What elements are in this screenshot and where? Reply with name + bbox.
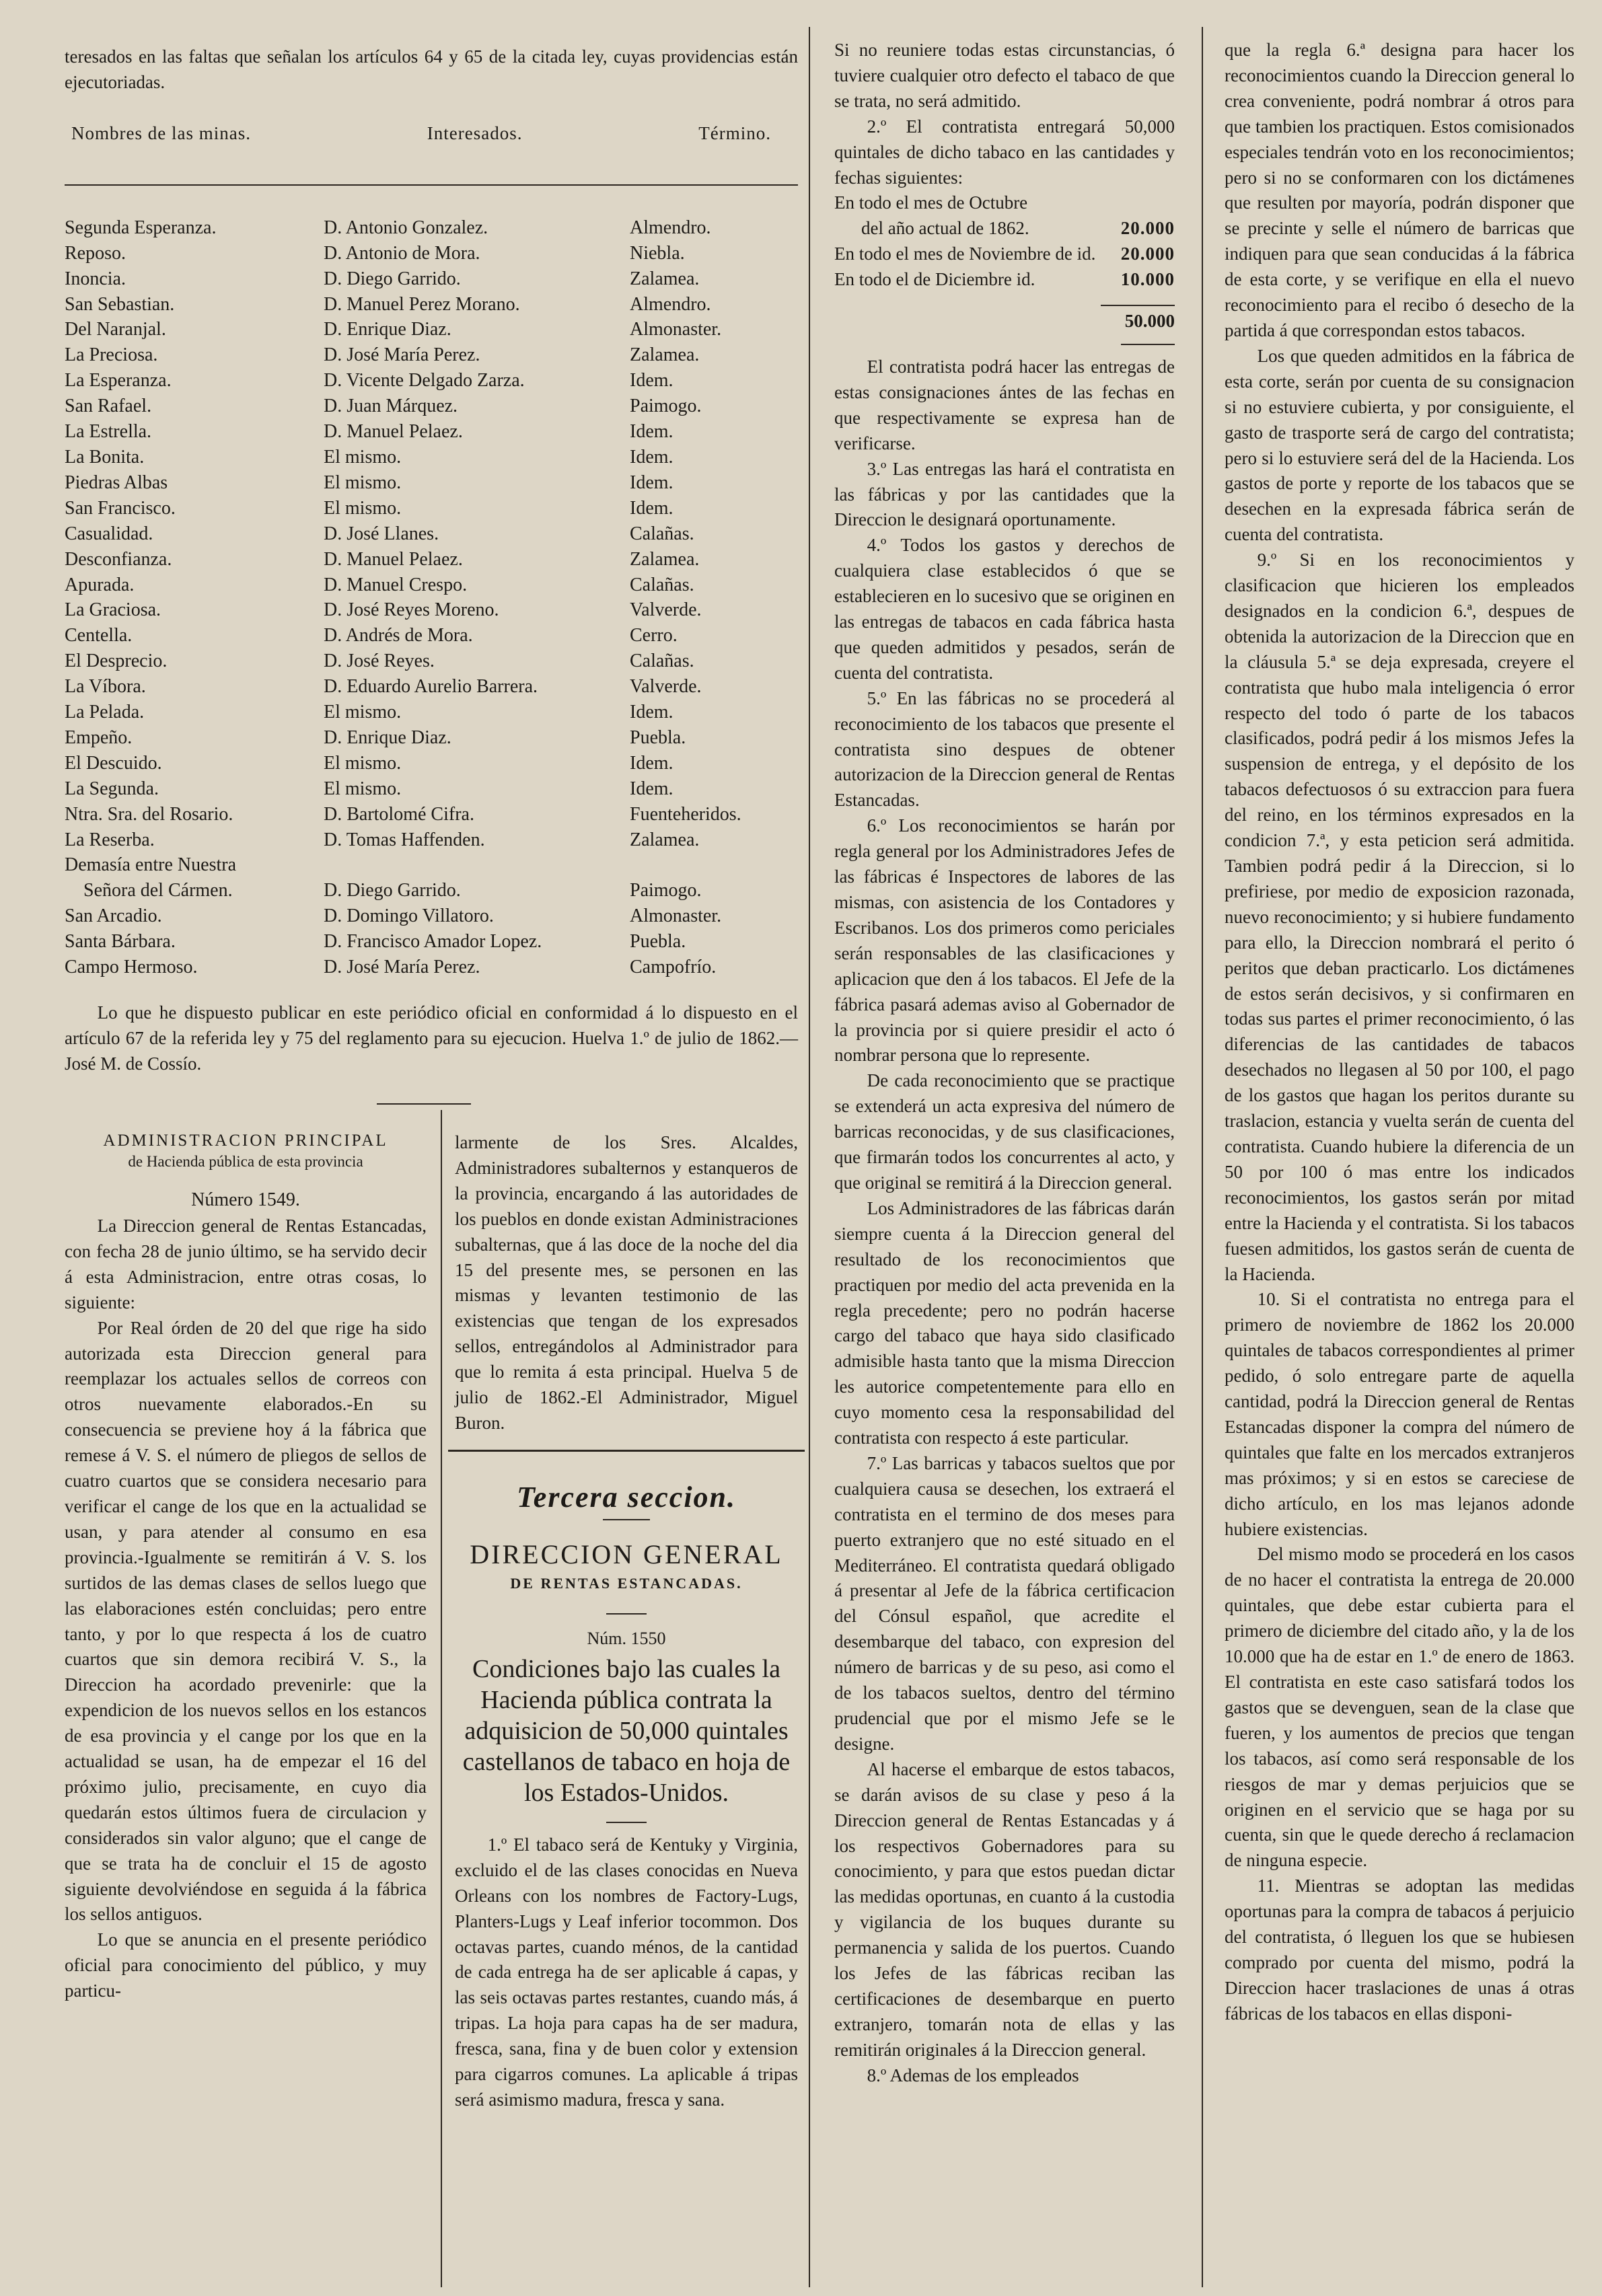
mine-name: La Reserba. [65, 829, 155, 850]
table-row [65, 547, 798, 572]
table-row [65, 751, 798, 776]
term: Paimogo. [630, 396, 702, 417]
column-1 [65, 44, 798, 1077]
interested [324, 852, 630, 878]
term: Zalamea. [630, 344, 700, 366]
table-row [65, 903, 798, 929]
table-row [65, 802, 798, 827]
interested: D. Enrique Diaz. [324, 319, 451, 340]
section-title: Tercera seccion. [516, 1480, 737, 1514]
mines-table [65, 215, 798, 980]
col4-paragraph: 10. Si el contratista no entrega para el primero de noviembre de 1862 los 20.000 quintales de tabacos correspondientes al primer pedido, ó solo entregare parte de aquella cantidad, podrá la Direccion general de Rentas Estancadas disponer la compra del número de quintales que falte en los mercados extranjeros mas próximos; y si en estos se careciese de dicho artículo, en los mas lejanos adonde hubiere existencias. [1225, 1289, 1574, 1539]
admin-subtitle: de Hacienda pública de esta provincia [128, 1153, 363, 1170]
mine-name: Señora del Cármen. [83, 880, 233, 901]
interested: D. Vicente Delgado Zarza. [324, 370, 525, 392]
interested: D. José María Perez. [324, 957, 480, 978]
mine-name: El Desprecio. [65, 651, 168, 672]
column-rule-right [1202, 27, 1203, 2287]
table-rule [65, 184, 798, 186]
table-row [65, 572, 798, 598]
mine-name: Centella. [65, 625, 133, 646]
term [630, 852, 798, 878]
column-3 [834, 38, 1175, 2089]
column-rule-middle [809, 27, 810, 2287]
table-row [65, 292, 798, 318]
interested: D. Andrés de Mora. [324, 625, 473, 646]
table-row [65, 929, 798, 955]
admin-para-3: Lo que se anuncia en el presente periódico oficial para conocimiento del público, y muy particu- [65, 1929, 427, 2001]
term: Calañas. [630, 523, 694, 544]
term: Almendro. [630, 293, 711, 315]
interested: El mismo. [324, 778, 402, 799]
dg-rule [606, 1613, 647, 1615]
term: Puebla. [630, 931, 686, 953]
mines-closing: Lo que he dispuesto publicar en este periódico oficial en conformidad á lo dispuesto en el artículo 67 de la referida ley y 75 del reglamento para su ejecucion. Huelva 1.º de julio de 1862.—José M. de Cossío. [65, 1002, 798, 1074]
mine-name: La Pelada. [65, 702, 145, 723]
section-title-rule [603, 1519, 650, 1520]
mines-table-header [65, 120, 798, 147]
table-row [65, 317, 798, 342]
column-rule-left-lower [441, 1110, 442, 2287]
interested: El mismo. [324, 497, 402, 519]
term: Almonaster. [630, 319, 722, 340]
schedule-row: En todo el mes de Noviembre de id. 20.000 [834, 244, 1175, 264]
admin-title: ADMINISTRACION PRINCIPAL [103, 1132, 388, 1150]
table-row [65, 623, 798, 649]
mines-intro: teresados en las faltas que señalan los artículos 64 y 65 de la citada ley, cuyas providencias están ejecutoriadas. [65, 46, 798, 92]
table-row [65, 776, 798, 802]
interested: D. Antonio de Mora. [324, 242, 480, 264]
col3-para-2: 2.º El contratista entregará 50,000 quintales de dicho tabaco en las cantidades y fechas siguientes: [834, 116, 1175, 188]
term: Paimogo. [630, 880, 702, 901]
interested: D. Enrique Diaz. [324, 727, 451, 748]
col4-paragraph: 9.º Si en los reconocimientos y clasificacion que hicieren los empleados designados en la condicion 6.ª, despues de obtenida la autorizacion de la Direccion que en la cláusula 5.ª se deja expresada, creyere el contratista que hubo mala inteligencia ó error respecto del todo ó parte de los tabacos clasificados, podrá pedir á los mismos Jefes la suspension de entrega, y el depósito de los tabacos defectuosos ó su extraccion para fuera del reino, en los términos expresados en la condicion 7.ª, y esta peticion será admitida. Tambien podrá pedir á la Direccion, si lo prefiriese, por medio de exposicion razonada, nuevo reconocimiento; y si hubiere fundamento para ello, la Direccion nombrará el perito ó peritos que deban practicarlo. Los dictámenes de estos serán decisivos, y si confirmaren en todas sus partes el primer reconocimiento, ó las diferencias de las cantidades de tabacos desechados no llegasen al 50 por 100, el pago de los gastos que hagan los peritos durante su traslacion, estancia y vuelta serán de cuenta del contratista. Cuando hubiere la diferencia de un 50 por 100 ó mas entre los indicados reconocimientos, los gastos serán por mitad entre la Hacienda y el contratista. Si los tabacos fuesen admitidos, los gastos serán de cuenta de la Hacienda. [1225, 550, 1574, 1284]
interested: D. Manuel Pelaez. [324, 421, 463, 443]
column-4 [1225, 38, 1574, 2027]
delivery-schedule [834, 190, 1175, 334]
interested: D. Diego Garrido. [324, 268, 461, 289]
schedule-total: 50.000 [1124, 311, 1175, 332]
mine-name: La Estrella. [65, 421, 152, 443]
term: Idem. [630, 421, 673, 443]
interested: D. Manuel Perez Morano. [324, 293, 520, 315]
term: Fuenteheridos. [630, 803, 741, 825]
interested: D. Manuel Crespo. [324, 574, 468, 595]
term: Puebla. [630, 727, 686, 748]
header-mines: Nombres de las minas. [71, 122, 251, 143]
table-row [65, 266, 798, 292]
mine-name: San Francisco. [65, 497, 176, 519]
col4-paragraph: Del mismo modo se procederá en los casos de no hacer el contratista la entrega de 20.000 quintales, que debe estar cubierta para el primero de diciembre del citado año, y la de los 10.000 que ha de estar en 1.º de enero de 1863. El contratista en este caso satisfará todos los gastos que se devenguen, sean de la clase que fueren, y los aumentos de precios que tengan los tabacos, así como será responsable de los riesgos de mar y demas perjuicios que se originen en el servicio que se haga por su cuenta, sin que le quede derecho á reclamacion de ninguna especie. [1225, 1544, 1574, 1871]
term: Idem. [630, 370, 673, 392]
table-row [65, 470, 798, 496]
term: Idem. [630, 778, 673, 799]
interested: D. Domingo Villatoro. [324, 905, 494, 927]
table-row [65, 445, 798, 470]
table-row [65, 878, 798, 903]
term: Valverde. [630, 676, 702, 698]
admin-continuation: larmente de los Sres. Alcaldes, Administradores subalternos y estanqueros de la provincia, encargando á las autoridades de los pueblos en donde existan Administraciones subalternas, que á las doce de la noche del dia 15 del presente mes, se personen en las mismas y levanten testimonio de las existencias que tengan de los expresados sellos, entregándolos al Administrador para que lo remita á esta principal. Huelva 5 de julio de 1862.-El Administrador, Miguel Buron. [455, 1132, 798, 1433]
interested: El mismo. [324, 446, 402, 468]
admin-para-2: Por Real órden de 20 del que rige ha sido autorizada esta Direccion general para reemplazar los actuales sellos de correos con otros nuevamente elaborados.-En su consecuencia se previene hoy á la fábrica que remese á V. S. el número de pliegos de sellos de cuatro cuartos que se considera necesario para verificar el cange de los que en la actualidad se usan, y para atender al consumo en esa provincia.-Igualmente se remitirán á V. S. los surtidos de las demas clases de sellos luego que las elaboraciones estén concluidas; pero entre tanto, y por lo que respecta á los de cuatro cuartos que sin demora recibirá V. S., la Direccion ha acordado prevenirle: que la expendicion de los nuevos sellos en los estancos de esa provincia y el cange por los que en la actualidad se usan, ha de empezar el 16 del próximo julio, precisamente, en cuyo dia quedarán estos últimos fuera de circulacion y considerados sin valor alguno; que el cange de que se trata ha de concluir el 15 de agosto siguiente devolviéndose en seguida á la fábrica los sellos antiguos. [65, 1317, 427, 1925]
term: Calañas. [630, 651, 694, 672]
interested: El mismo. [324, 702, 402, 723]
col3-paragraph: De cada reconocimiento que se practique se extenderá un acta expresiva del número de barricas reconocidas, y de sus clasificaciones, que firmarán todos los concurrentes al acto, y que original se remitirá á la Direccion general. [834, 1070, 1175, 1193]
table-row [65, 852, 798, 878]
interested: D. Juan Márquez. [324, 396, 458, 417]
interested: El mismo. [324, 472, 402, 493]
col4-paragraph: 11. Mientras se adoptan las medidas oportunas para la compra de tabacos á perjuicio del contratista, ó lleguen los que se hubiesen comprado por cuenta del mismo, podrá la Direccion hacer traslaciones de unas á otras fábricas de los tabacos en ellas disponi- [1225, 1876, 1574, 2024]
column-2 [455, 1130, 798, 2113]
interested: El mismo. [324, 752, 402, 774]
mine-name: La Esperanza. [65, 370, 172, 392]
mine-name: Del Naranjal. [65, 319, 166, 340]
col3-para-1: Si no reuniere todas estas circunstancias, ó tuviere cualquier otro defecto el tabaco de que se trata, no será admitido. [834, 40, 1175, 111]
conditions-rule [606, 1822, 647, 1823]
admin-para-1: La Direccion general de Rentas Estancadas, con fecha 28 de junio último, se ha servido decir á esta Administracion, entre otras cosas, lo siguiente: [65, 1216, 427, 1312]
table-row [65, 394, 798, 419]
mine-name: Santa Bárbara. [65, 931, 176, 953]
mine-name: San Rafael. [65, 396, 152, 417]
table-row [65, 725, 798, 751]
term: Idem. [630, 497, 673, 519]
col3-paragraph: 5.º En las fábricas no se procederá al reconocimiento de los tabacos que presente el contratista sino despues de obtener autorizacion de la Direccion general de Rentas Estancadas. [834, 688, 1175, 811]
mine-name: Inoncia. [65, 268, 126, 289]
mine-name: Empeño. [65, 727, 133, 748]
mine-name: La Víbora. [65, 676, 146, 698]
dg-subtitle: DE RENTAS ESTANCADAS. [510, 1574, 743, 1592]
interested: D. Diego Garrido. [324, 880, 461, 901]
mine-name: Piedras Albas [65, 472, 168, 493]
schedule-rule-2 [1121, 344, 1175, 345]
mine-name: Casualidad. [65, 523, 153, 544]
interested: D. Eduardo Aurelio Barrera. [324, 676, 538, 698]
table-row [65, 674, 798, 700]
schedule-row: En todo el de Diciembre id. 10.000 [834, 269, 1175, 290]
mine-name: La Segunda. [65, 778, 159, 799]
conditions-title: Condiciones bajo las cuales la Hacienda pública contrata la adquisicion de 50,000 quintales castellanos de tabaco en hoja de los Estados-Unidos. [462, 1654, 791, 1807]
interested: D. Francisco Amador Lopez. [324, 931, 542, 953]
term: Cerro. [630, 625, 678, 646]
mine-name: La Bonita. [65, 446, 145, 468]
col4-paragraph: que la regla 6.ª designa para hacer los reconocimientos cuando la Direccion general lo crea conveniente, podrá nombrar á otros para que tambien los practiquen. Estos comisionados especiales tendrán voto en los reconocimientos; pero si no se conformaren con los dictámenes que resulten por mayoría, podrán disponer que se precinte y selle el número de barricas que indiquen para que sean conducidas á la fábrica de esta corte, y se verifique en ella el nuevo reconocimiento para el recibo ó desecho de la partida á que correspondan estos tabacos. [1225, 40, 1574, 340]
term: Almendro. [630, 217, 711, 238]
mine-name: Segunda Esperanza. [65, 217, 217, 238]
mine-name: Demasía entre Nuestra [65, 854, 236, 876]
table-row [65, 496, 798, 521]
term: Almonaster. [630, 905, 722, 927]
term: Idem. [630, 702, 673, 723]
section-rule [448, 1450, 805, 1452]
interested: D. Manuel Pelaez. [324, 548, 463, 570]
mine-name: Ntra. Sra. del Rosario. [65, 803, 233, 825]
decree-number: Núm. 1550 [587, 1628, 666, 1648]
table-row [65, 342, 798, 368]
term: Valverde. [630, 599, 702, 621]
col3-paragraph: 6.º Los reconocimientos se harán por regla general por los Administradores Jefes de las fábricas é Inspectores de labores de las mismas, con asistencia de los Contadores y Escribanos. Los dos primeros como periciales serán responsables de las clasificaciones y aplicacion que den á los tabacos. El Jefe de la fábrica pasará ademas aviso al Gobernador de la provincia por si quiere presidir el acto ó nombrar persona que lo represente. [834, 815, 1175, 1066]
interested: D. José Reyes Moreno. [324, 599, 499, 621]
schedule-row: En todo el mes de Octubre [834, 192, 1028, 213]
table-row [65, 419, 798, 445]
term: Niebla. [630, 242, 685, 264]
term: Campofrío. [630, 957, 717, 978]
table-row [65, 241, 798, 266]
col3-paragraph: Al hacerse el embarque de estos tabacos, se darán avisos de su clase y peso á la Direccion general de Rentas Estancadas y á los respectivos Gobernadores para su conocimiento, y para que estos puedan dictar las medidas oportunas, en cuanto á la custodia y vigilancia de los buques durante su permanencia y salida de los puertos. Cuando los Jefes de las fábricas reciban las certificaciones de desembarque en puerto extranjero, tomarán nota de ellas y las remitirán originales á la Direccion general. [834, 1758, 1175, 2060]
table-row [65, 597, 798, 623]
table-row [65, 368, 798, 394]
interested: D. José María Perez. [324, 344, 480, 366]
mine-name: Reposo. [65, 242, 126, 264]
interested: D. José Llanes. [324, 523, 439, 544]
mine-name: San Arcadio. [65, 905, 162, 927]
mine-name: Campo Hermoso. [65, 957, 198, 978]
condition-1: 1.º El tabaco será de Kentuky y Virginia, excluido el de las clases conocidas en Nueva Orleans con los nombres de Factory-Lugs, Planters-Lugs y Leaf inferior tocommon. Dos octavas partes, cuando ménos, de la cantidad de cada entrega ha de ser aplicable á capas, y las seis octavas partes restantes, cuando más, á tripas. La hoja para capas ha de ser madura, fresca, sana, fina y de buen color y extension para cigarros comunes. La aplicable á tripas será asimismo madura, fresca y sana. [455, 1834, 798, 2110]
col3-paragraph: 4.º Todos los gastos y derechos de cualquiera clase establecidos ó que se establecieren en lo sucesivo que se originen en las entregas de tabacos en cada fábrica hasta que queden admitidos y pesados, serán de cuenta del contratista. [834, 535, 1175, 683]
admin-number: Número 1549. [191, 1189, 300, 1210]
table-row [65, 700, 798, 725]
col3-paragraph: 7.º Las barricas y tabacos sueltos que por cualquiera causa se desechen, los extraerá el contratista en el termino de dos meses para puerto extranjero que no esté situado en el Mediterráneo. El contratista quedará obligado á presentar al Jefe de la fábrica certificacion del Cónsul español, que acredite el desembarque del tabaco, con expresion del número de barricas y de su peso, asi como el de los tabacos sueltos, dentro del término prudencial que por el mismo Jefe se le designe. [834, 1452, 1175, 1754]
term: Calañas. [630, 574, 694, 595]
col4-paragraph: Los que queden admitidos en la fábrica de esta corte, serán por cuenta de su consignacion si no estuviere cubierta, y por consiguiente, el gasto de trasporte será de cargo del contratista; pero si lo estuviere será del de la Hacienda. Los gastos de porte y reporte de los tabacos que se desechen en la expresada fábrica serán de cuenta del contratista. [1225, 345, 1574, 545]
interested: D. Tomas Haffenden. [324, 829, 485, 850]
mine-name: San Sebastian. [65, 293, 175, 315]
mine-name: Desconfianza. [65, 548, 172, 570]
interested: D. José Reyes. [324, 651, 435, 672]
mine-name: El Descuido. [65, 752, 162, 774]
term: Zalamea. [630, 548, 700, 570]
divider-short [377, 1103, 471, 1105]
mine-name: La Graciosa. [65, 599, 161, 621]
admin-article [65, 1130, 427, 2004]
dg-title: DIRECCION GENERAL [470, 1539, 783, 1569]
mine-name: Apurada. [65, 574, 135, 595]
schedule-row: del año actual de 1862. 20.000 [861, 218, 1175, 239]
header-term: Término. [698, 122, 771, 143]
term: Zalamea. [630, 268, 700, 289]
table-row [65, 649, 798, 674]
header-interested: Interesados. [427, 122, 523, 143]
col3-paragraph: El contratista podrá hacer las entregas de estas consignaciones ántes de las fechas en que respectivamente se expresa han de verificarse. [834, 356, 1175, 453]
mine-name: La Preciosa. [65, 344, 158, 366]
term: Zalamea. [630, 829, 700, 850]
table-row [65, 827, 798, 853]
term: Idem. [630, 472, 673, 493]
term: Idem. [630, 446, 673, 468]
interested: D. Antonio Gonzalez. [324, 217, 488, 238]
col3-paragraph: Los Administradores de las fábricas darán siempre cuenta á la Direccion general del resultado de los reconocimientos que practiquen por medio del acta prevenida en la regla precedente; pero no podrán hacerse cargo del tabaco que haya sido clasificado admisible hasta tanto que la misma Direccion les autorice competentemente para ello en cuyo momento cesa la responsabilidad del contratista con respecto á este particular. [834, 1197, 1175, 1448]
col3-paragraph: 3.º Las entregas las hará el contratista en las fábricas y por las cantidades que la Direccion le designará oportunamente. [834, 458, 1175, 530]
table-row [65, 955, 798, 980]
term: Idem. [630, 752, 673, 774]
col3-paragraph: 8.º Ademas de los empleados [867, 2065, 1079, 2085]
interested: D. Bartolomé Cifra. [324, 803, 474, 825]
table-row [65, 215, 798, 241]
table-row [65, 521, 798, 547]
